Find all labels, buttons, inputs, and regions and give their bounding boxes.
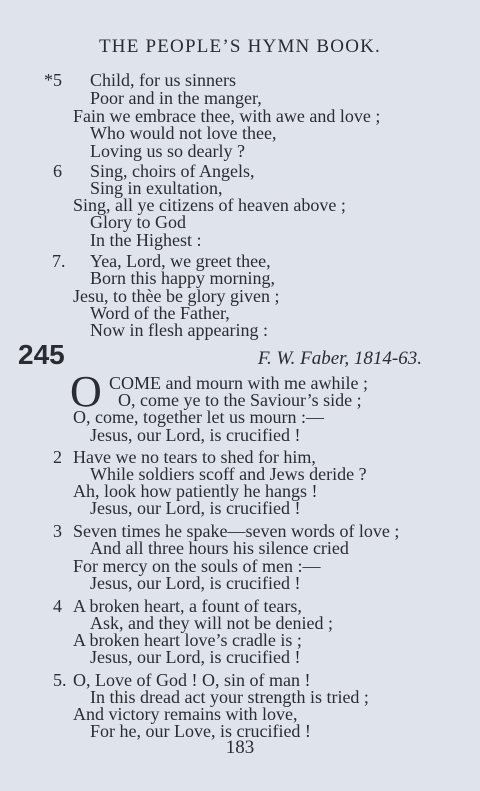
verse-line: And victory remains with love, [73, 704, 298, 724]
verse-line: O, come, together let us mourn :— [73, 407, 324, 427]
verse-number: 4 [53, 596, 62, 616]
verse-line: Glory to God [90, 212, 186, 232]
verse-line: Jesus, our Lord, is crucified ! [90, 425, 301, 445]
verse-line: For mercy on the souls of men :— [73, 556, 321, 576]
verse-number: 5. [53, 670, 67, 690]
verse-line: Ah, look how patiently he hangs ! [73, 481, 318, 501]
verse-line: Sing in exultation, [90, 178, 223, 198]
verse-line: Fain we embrace thee, with awe and love ; [73, 106, 381, 126]
verse-number: 2 [53, 447, 62, 467]
verse-line: Who would not love thee, [90, 123, 277, 143]
verse-line: In this dread act your strength is tried ; [90, 687, 369, 707]
verse-number: 3 [53, 521, 62, 541]
verse-line: A broken heart, a fount of tears, [73, 596, 302, 616]
verse-line: Word of the Father, [90, 303, 230, 323]
page-header: THE PEOPLE’S HYMN BOOK. [99, 36, 381, 57]
verse-number: 7. [52, 251, 66, 271]
verse-line: Jesus, our Lord, is crucified ! [90, 647, 301, 667]
verse-line: Sing, all ye citizens of heaven above ; [73, 195, 346, 215]
verse-line: Child, for us sinners [90, 70, 236, 90]
verse-line: Jesus, our Lord, is crucified ! [90, 573, 301, 593]
drop-cap: O [70, 367, 102, 416]
verse-number: *5 [44, 70, 62, 90]
verse-number: 6 [53, 161, 62, 181]
hymn-author: F. W. Faber, 1814-63. [257, 348, 422, 369]
verse-line: Poor and in the manger, [90, 88, 262, 108]
verse-line: Loving us so dearly ? [90, 141, 245, 161]
verse-line: O, Love of God ! O, sin of man ! [73, 670, 311, 690]
verse-line: Ask, and they will not be denied ; [90, 613, 333, 633]
hymn-number: 245 [18, 339, 65, 370]
verse-line: Jesu, to thèe be glory given ; [73, 286, 280, 306]
verse-line: COME and mourn with me awhile ; [109, 373, 368, 393]
verse-line: A broken heart love’s cradle is ; [73, 630, 302, 650]
verse-line: O, come ye to the Saviour’s side ; [118, 390, 362, 410]
verse-line: Have we no tears to shed for him, [73, 447, 316, 467]
verse-line: For he, our Love, is crucified ! [90, 721, 311, 741]
verse-line: Seven times he spake—seven words of love ; [73, 521, 400, 541]
verse-line: Born this happy morning, [90, 268, 275, 288]
verse-line: Yea, Lord, we greet thee, [90, 251, 271, 271]
verse-line: And all three hours his silence cried [90, 538, 349, 558]
verse-line: Sing, choirs of Angels, [90, 161, 255, 181]
verse-line: In the Highest : [90, 230, 202, 250]
page-number: 183 [225, 737, 255, 758]
verse-line: Jesus, our Lord, is crucified ! [90, 498, 301, 518]
verse-line: While soldiers scoff and Jews deride ? [90, 464, 367, 484]
verse-line: Now in flesh appearing : [90, 320, 268, 340]
